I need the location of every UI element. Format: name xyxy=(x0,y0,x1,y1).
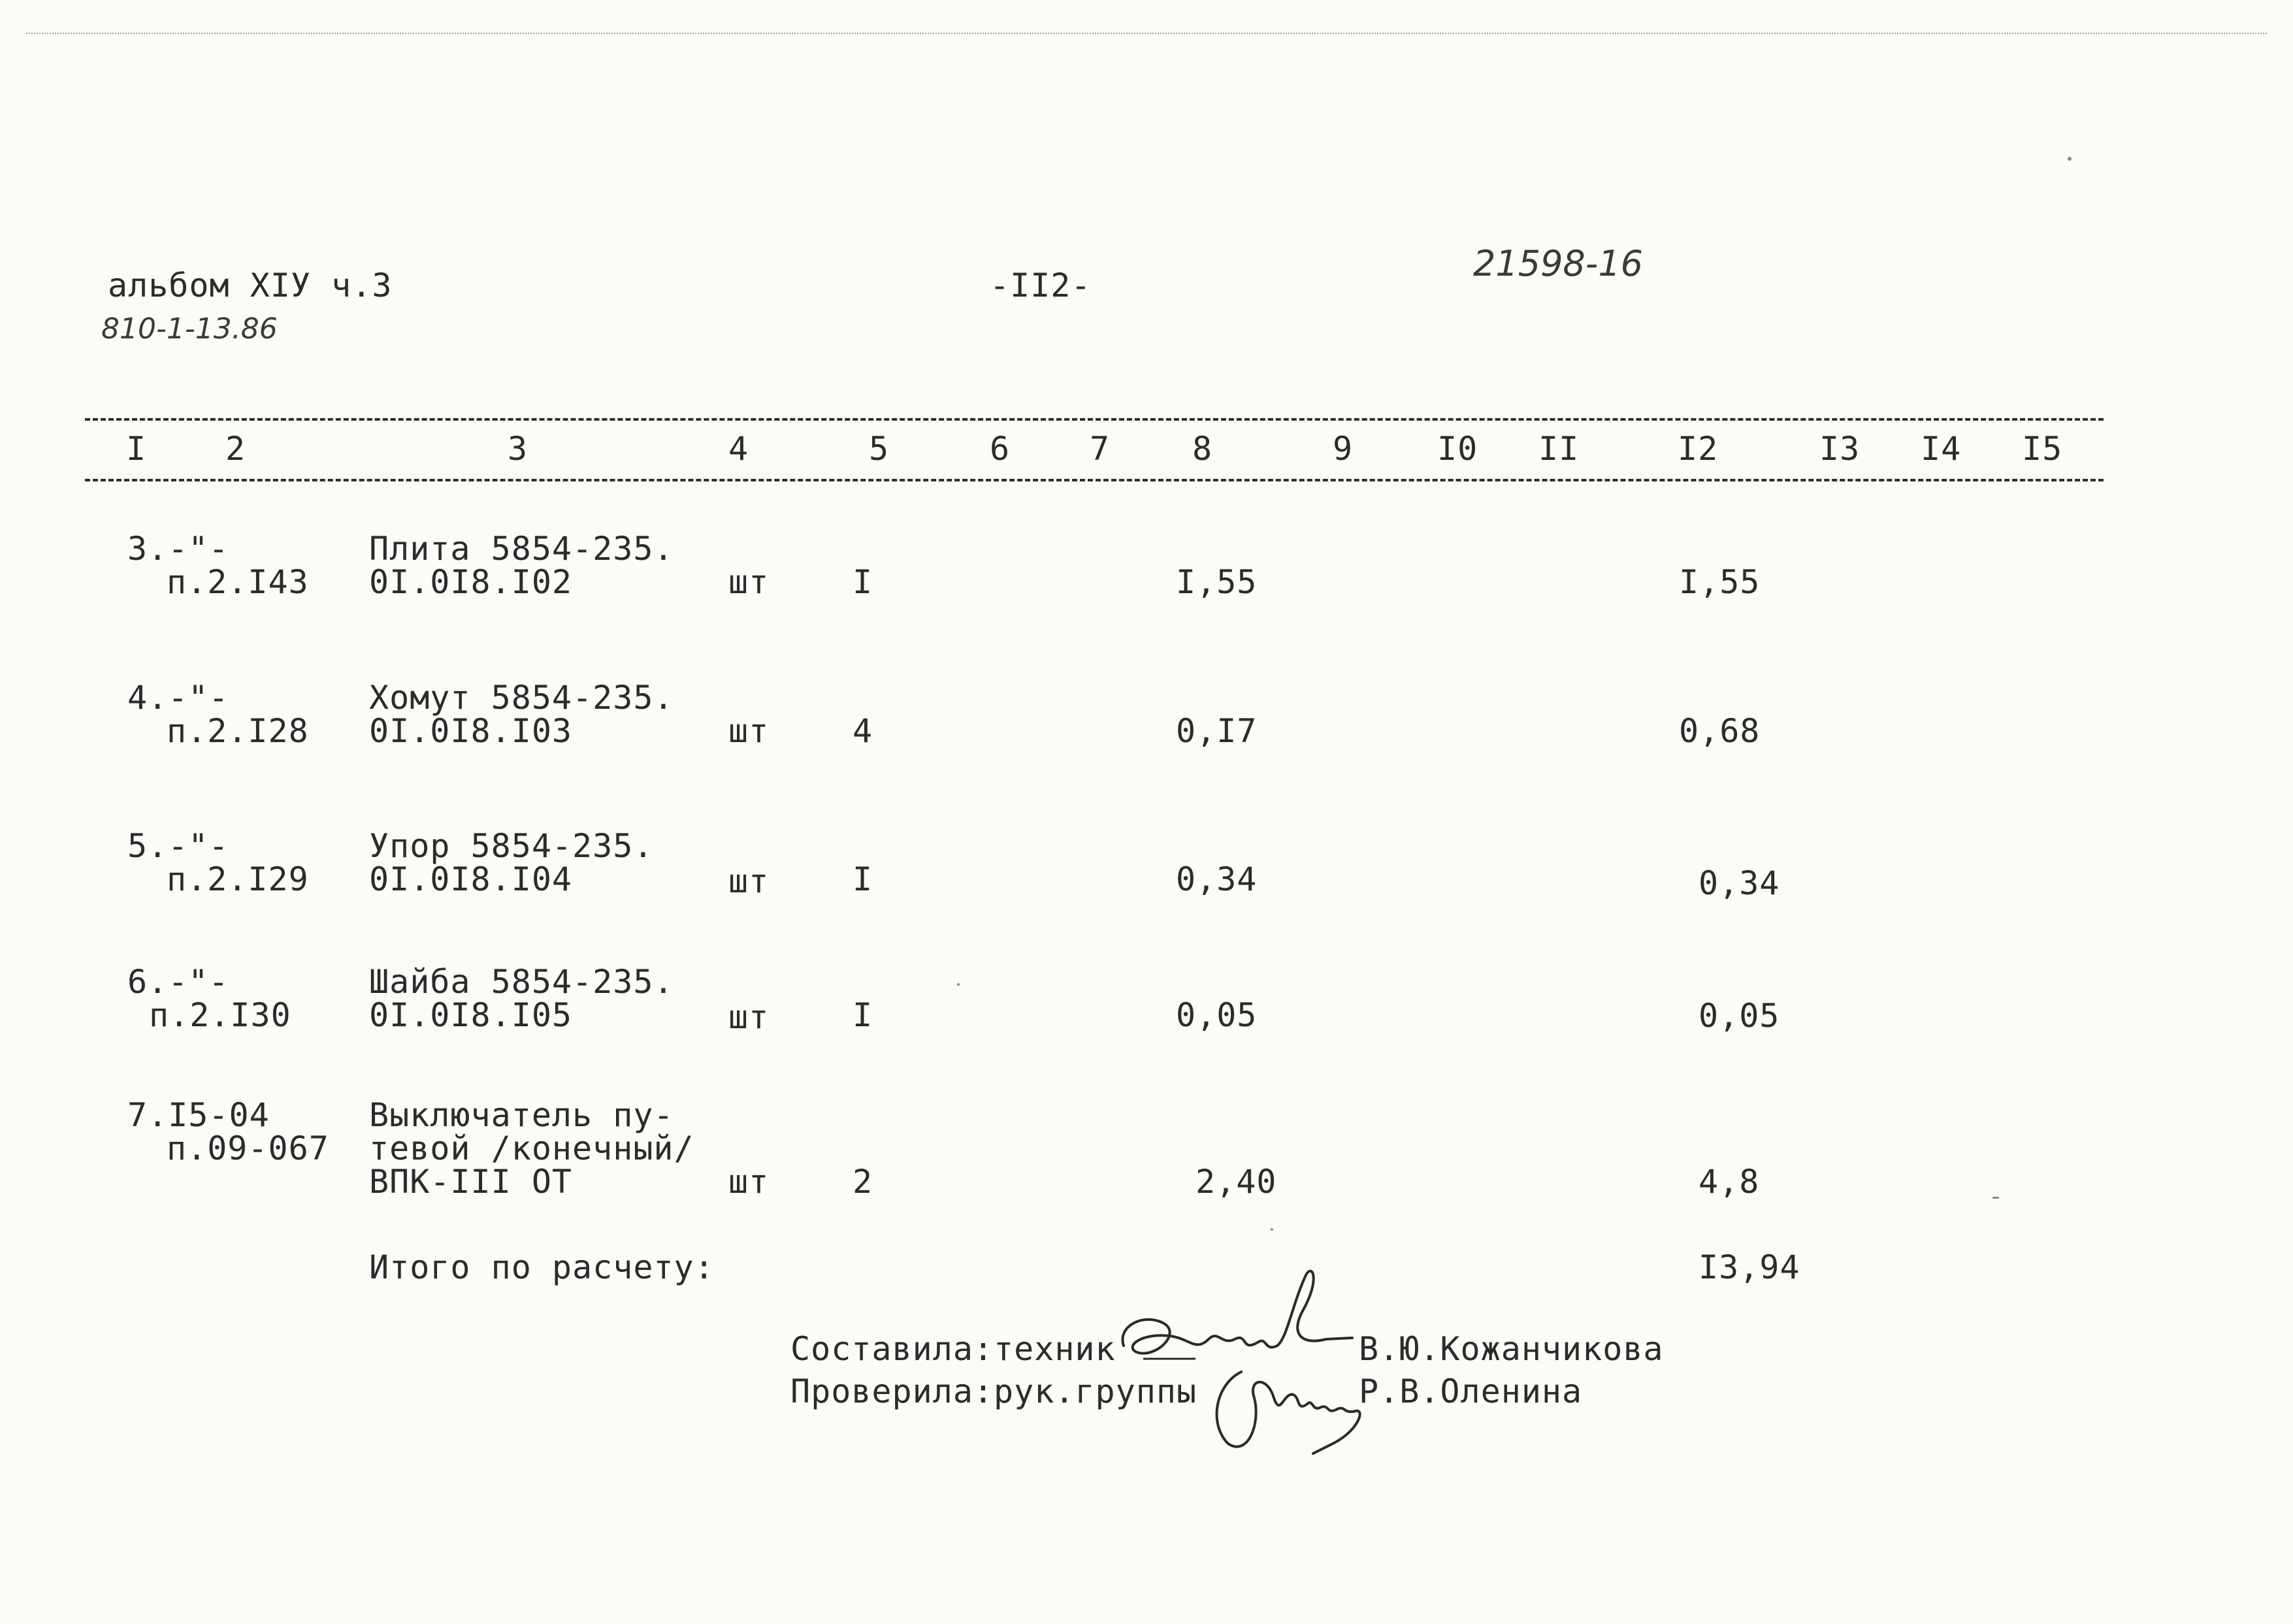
row-name-line: 0I.0I8.I03 xyxy=(369,712,573,750)
column-header-2: 2 xyxy=(225,430,246,468)
row-total: 0,05 xyxy=(1699,997,1780,1035)
total-label: Итого по расчету: xyxy=(369,1248,715,1286)
row-name-line: Упор 5854-235. xyxy=(369,827,654,865)
row-name-line: Хомут 5854-235. xyxy=(369,679,674,717)
row-unit-price: I,55 xyxy=(1176,563,1258,601)
compiled-by-name: В.Ю.Кожанчикова xyxy=(1359,1330,1664,1368)
scan-speck xyxy=(1992,1197,1999,1199)
checked-by-name: Р.В.Оленина xyxy=(1359,1372,1583,1410)
row-quantity: 2 xyxy=(853,1163,873,1201)
row-name-line: Шайба 5854-235. xyxy=(369,963,674,1001)
row-name-line: ВПК-III ОТ xyxy=(369,1163,573,1201)
column-header-15: I5 xyxy=(2022,430,2063,468)
row-quantity: I xyxy=(853,996,873,1034)
row-total: 4,8 xyxy=(1699,1163,1760,1201)
row-name-line: 0I.0I8.I04 xyxy=(369,860,573,898)
scan-top-edge xyxy=(26,33,2267,34)
album-label: альбом XIУ ч.3 xyxy=(108,267,393,304)
row-quantity: I xyxy=(853,563,873,601)
row-quantity: 4 xyxy=(853,712,873,750)
row-ref-line1: 4.-"- xyxy=(127,679,229,717)
page-number: -II2- xyxy=(990,267,1092,304)
row-name-line: 0I.0I8.I05 xyxy=(369,996,573,1034)
row-ref-line2: п.2.I28 xyxy=(167,712,309,750)
column-header-6: 6 xyxy=(990,430,1011,468)
compiled-by-label: Составила:техник xyxy=(790,1330,1116,1368)
row-unit-price: 0,I7 xyxy=(1176,712,1258,750)
row-name-line: 0I.0I8.I02 xyxy=(369,563,573,601)
row-ref-line2: п.2.I43 xyxy=(167,563,309,601)
column-header-13: I3 xyxy=(1819,430,1861,468)
row-unit-price: 2,40 xyxy=(1195,1163,1277,1201)
row-unit: шт xyxy=(728,712,770,750)
scan-speck xyxy=(1271,1228,1273,1231)
total-value: I3,94 xyxy=(1699,1248,1800,1286)
row-ref-line2: п.2.I29 xyxy=(167,860,309,898)
document-number-handwritten: 21598-16 xyxy=(1473,243,1643,284)
row-unit-price: 0,05 xyxy=(1176,996,1258,1034)
row-ref-line1: 3.-"- xyxy=(127,530,229,568)
column-header-5: 5 xyxy=(869,430,890,468)
row-ref-line1: 7.I5-04 xyxy=(127,1096,270,1134)
column-header-7: 7 xyxy=(1090,430,1111,468)
row-ref-line1: 5.-"- xyxy=(127,827,229,865)
row-ref-line2: п.09-067 xyxy=(167,1129,329,1167)
column-header-bottom-rule xyxy=(85,479,2104,481)
row-unit-price: 0,34 xyxy=(1176,860,1258,898)
row-unit: шт xyxy=(728,998,770,1036)
column-header-3: 3 xyxy=(508,430,529,468)
signature-checker xyxy=(1202,1346,1411,1476)
column-header-1: I xyxy=(126,430,147,468)
column-header-10: I0 xyxy=(1437,430,1478,468)
row-total: 0,34 xyxy=(1699,864,1780,902)
row-total: I,55 xyxy=(1679,563,1761,601)
scan-speck xyxy=(957,983,960,986)
column-header-4: 4 xyxy=(728,430,749,468)
column-header-8: 8 xyxy=(1192,430,1213,468)
row-total: 0,68 xyxy=(1679,712,1761,750)
series-handwritten: 810-1-13.86 xyxy=(101,312,278,346)
column-header-top-rule xyxy=(85,418,2104,421)
checked-by-label: Проверила:рук.группы xyxy=(790,1372,1197,1410)
row-unit: шт xyxy=(728,1163,770,1201)
row-name-line: тевой /конечный/ xyxy=(369,1129,694,1167)
row-name-line: Выключатель пу- xyxy=(369,1096,674,1134)
row-unit: шт xyxy=(728,563,770,601)
row-name-line: Плита 5854-235. xyxy=(369,530,674,568)
scan-speck xyxy=(2068,157,2072,161)
column-header-9: 9 xyxy=(1333,430,1354,468)
row-quantity: I xyxy=(853,860,873,898)
row-ref-line2: п.2.I30 xyxy=(149,996,291,1034)
column-header-14: I4 xyxy=(1921,430,1962,468)
row-ref-line1: 6.-"- xyxy=(127,963,229,1001)
column-header-12: I2 xyxy=(1678,430,1719,468)
row-unit: шт xyxy=(728,862,770,900)
column-header-11: II xyxy=(1538,430,1580,468)
